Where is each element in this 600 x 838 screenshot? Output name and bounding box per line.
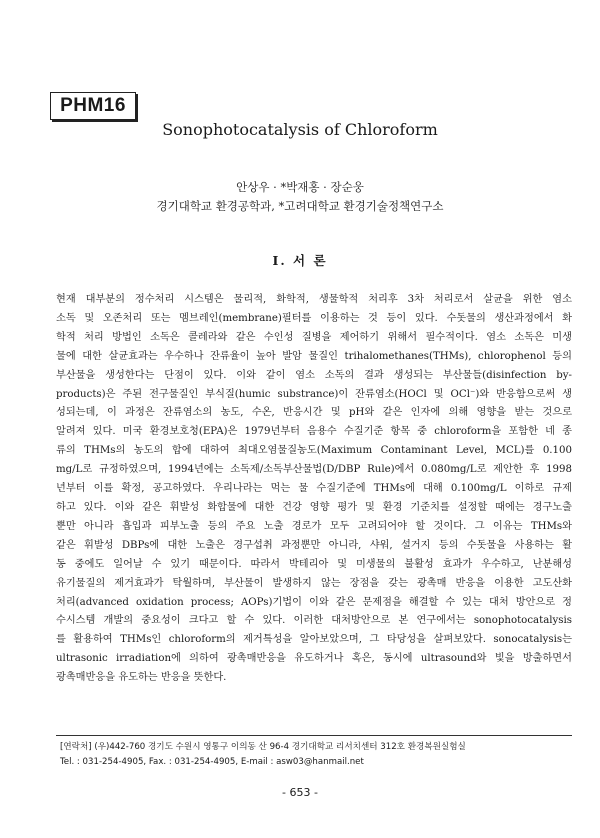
body-line: 수시스템 개발의 중요성이 크다고 할 수 있다. 이러한 대처방안으로 본 연구에서는 sonophotocatalysis xyxy=(56,615,572,627)
author-block xyxy=(0,178,600,216)
section-heading: I. 서 론 xyxy=(272,253,328,268)
body-line: mg/L로 규정하였으며, 1994년에는 소독제/소독부산물법(D/DBP Rule)에서 0.080mg/L로 제안한 후 1998 xyxy=(56,464,572,476)
body-line: 동 중에도 일어날 수 있기 때문이다. 따라서 박테리아 및 미생물의 불활성 효과가 우수하고, 난분해성 xyxy=(56,558,572,570)
body-line: 류의 THMs의 농도의 합에 대하여 최대오염물질농도(Maximum Contaminant Level, MCL)를 0.100 xyxy=(56,445,572,457)
page-number: - 653 - xyxy=(282,786,318,799)
body-line: 부산물을 생성한다는 단점이 있다. 이와 같이 염소 소독의 결과 생성되는 부산물들(disinfection by- xyxy=(56,369,572,381)
body-line: 년부터 이를 확정, 공고하였다. 우리나라는 먹는 물 수질기준에 THMs에 대해 0.100mg/L 이하로 규제 xyxy=(56,483,572,495)
body-line: 를 활용하여 THMs인 chloroform의 제거특성을 알아보았으며, 그 타당성을 살펴보았다. sonocatalysis는 xyxy=(56,634,572,646)
phone-line: Tel. : 031-254-4905, Fax. : 031-254-4905, E-mail : asw03@hanmail.net xyxy=(60,757,364,767)
body-line: 광촉매반응을 유도하는 반응을 뜻한다. xyxy=(56,672,227,684)
session-code: PHM16 xyxy=(60,95,126,116)
body-line: 물에 대한 살균효과는 우수하나 잔류율이 높아 발암 물질인 trihalomethanes(THMs), chlorophenol 등의 xyxy=(56,350,572,362)
body-line: ultrasonic irradiation에 의하여 광촉매반응을 유도하거나 혹은, 동시에 ultrasound와 빛을 방출하면서 xyxy=(56,653,572,665)
session-code-box xyxy=(50,92,136,120)
body-line: 유기물질의 제거효과가 탁월하며, 부산물이 발생하지 않는 장점을 갖는 광촉매 반응을 이용한 고도산화 xyxy=(56,577,572,589)
body-text xyxy=(56,291,572,688)
affiliation-line: 경기대학교 환경공학과, *고려대학교 환경기술정책연구소 xyxy=(156,199,444,213)
footer-block xyxy=(60,740,572,770)
body-line: 현재 대부분의 정수처리 시스템은 물리적, 화학적, 생물학적 처리후 3차 처리로서 살균을 위한 염소 xyxy=(56,294,572,305)
body-line: products)은 주된 전구물질인 부식질(humic substrance)이 잔류염소(HOCl 및 OCl⁻)와 반응함으로써 생 xyxy=(56,388,572,400)
paper-title: Sonophotocatalysis of Chloroform xyxy=(162,120,438,139)
body-line: 성되는데, 이 과정은 잔류염소의 농도, 수온, 반응시간 및 pH와 같은 인자에 의해 영향을 받는 것으로 xyxy=(56,407,572,419)
contact-line: [연락처] (우)442-760 경기도 수원시 영통구 이의동 산 96-4 경기대학교 리서치센터 312호 환경복원실험실 xyxy=(60,742,466,752)
body-line: 뿐만 아니라 흡입과 피부노출 등의 주요 노출 경로가 모두 고려되어야 할 것이다. 그 이유는 THMs와 xyxy=(56,520,572,532)
body-line: 알려져 있다. 미국 환경보호청(EPA)은 1979년부터 음용수 수질기준 항목 중 chloroform을 포함한 네 종 xyxy=(56,426,572,438)
body-line: 하고 있다. 이와 같은 휘발성 화합물에 대한 건강 영향 평가 및 환경 기준치를 설정할 때에는 경구노출 xyxy=(56,501,572,513)
footer-divider xyxy=(56,735,572,736)
body-line: 같은 휘발성 DBPs에 대한 노출은 경구섭취 과정뿐만 아니라, 샤워, 설거지 등의 수돗물을 사용하는 활 xyxy=(56,539,572,551)
authors-line: 안상우 · *박재홍 · 장순웅 xyxy=(236,180,364,194)
body-line: 학적 처리 방법인 소독은 콜레라와 같은 수인성 질병을 제어하기 위해서 필수적이다. 염소 소독은 미생 xyxy=(56,331,572,343)
body-line: 소독 및 오존처리 또는 멤브레인(membrane)필터를 이용하는 것 등이 있다. 수돗물의 생산과정에서 화 xyxy=(56,312,572,324)
body-line: 처리(advanced oxidation process; AOPs)기법이 이와 같은 문제점을 해결할 수 있는 대처 방안으로 정 xyxy=(56,596,572,608)
